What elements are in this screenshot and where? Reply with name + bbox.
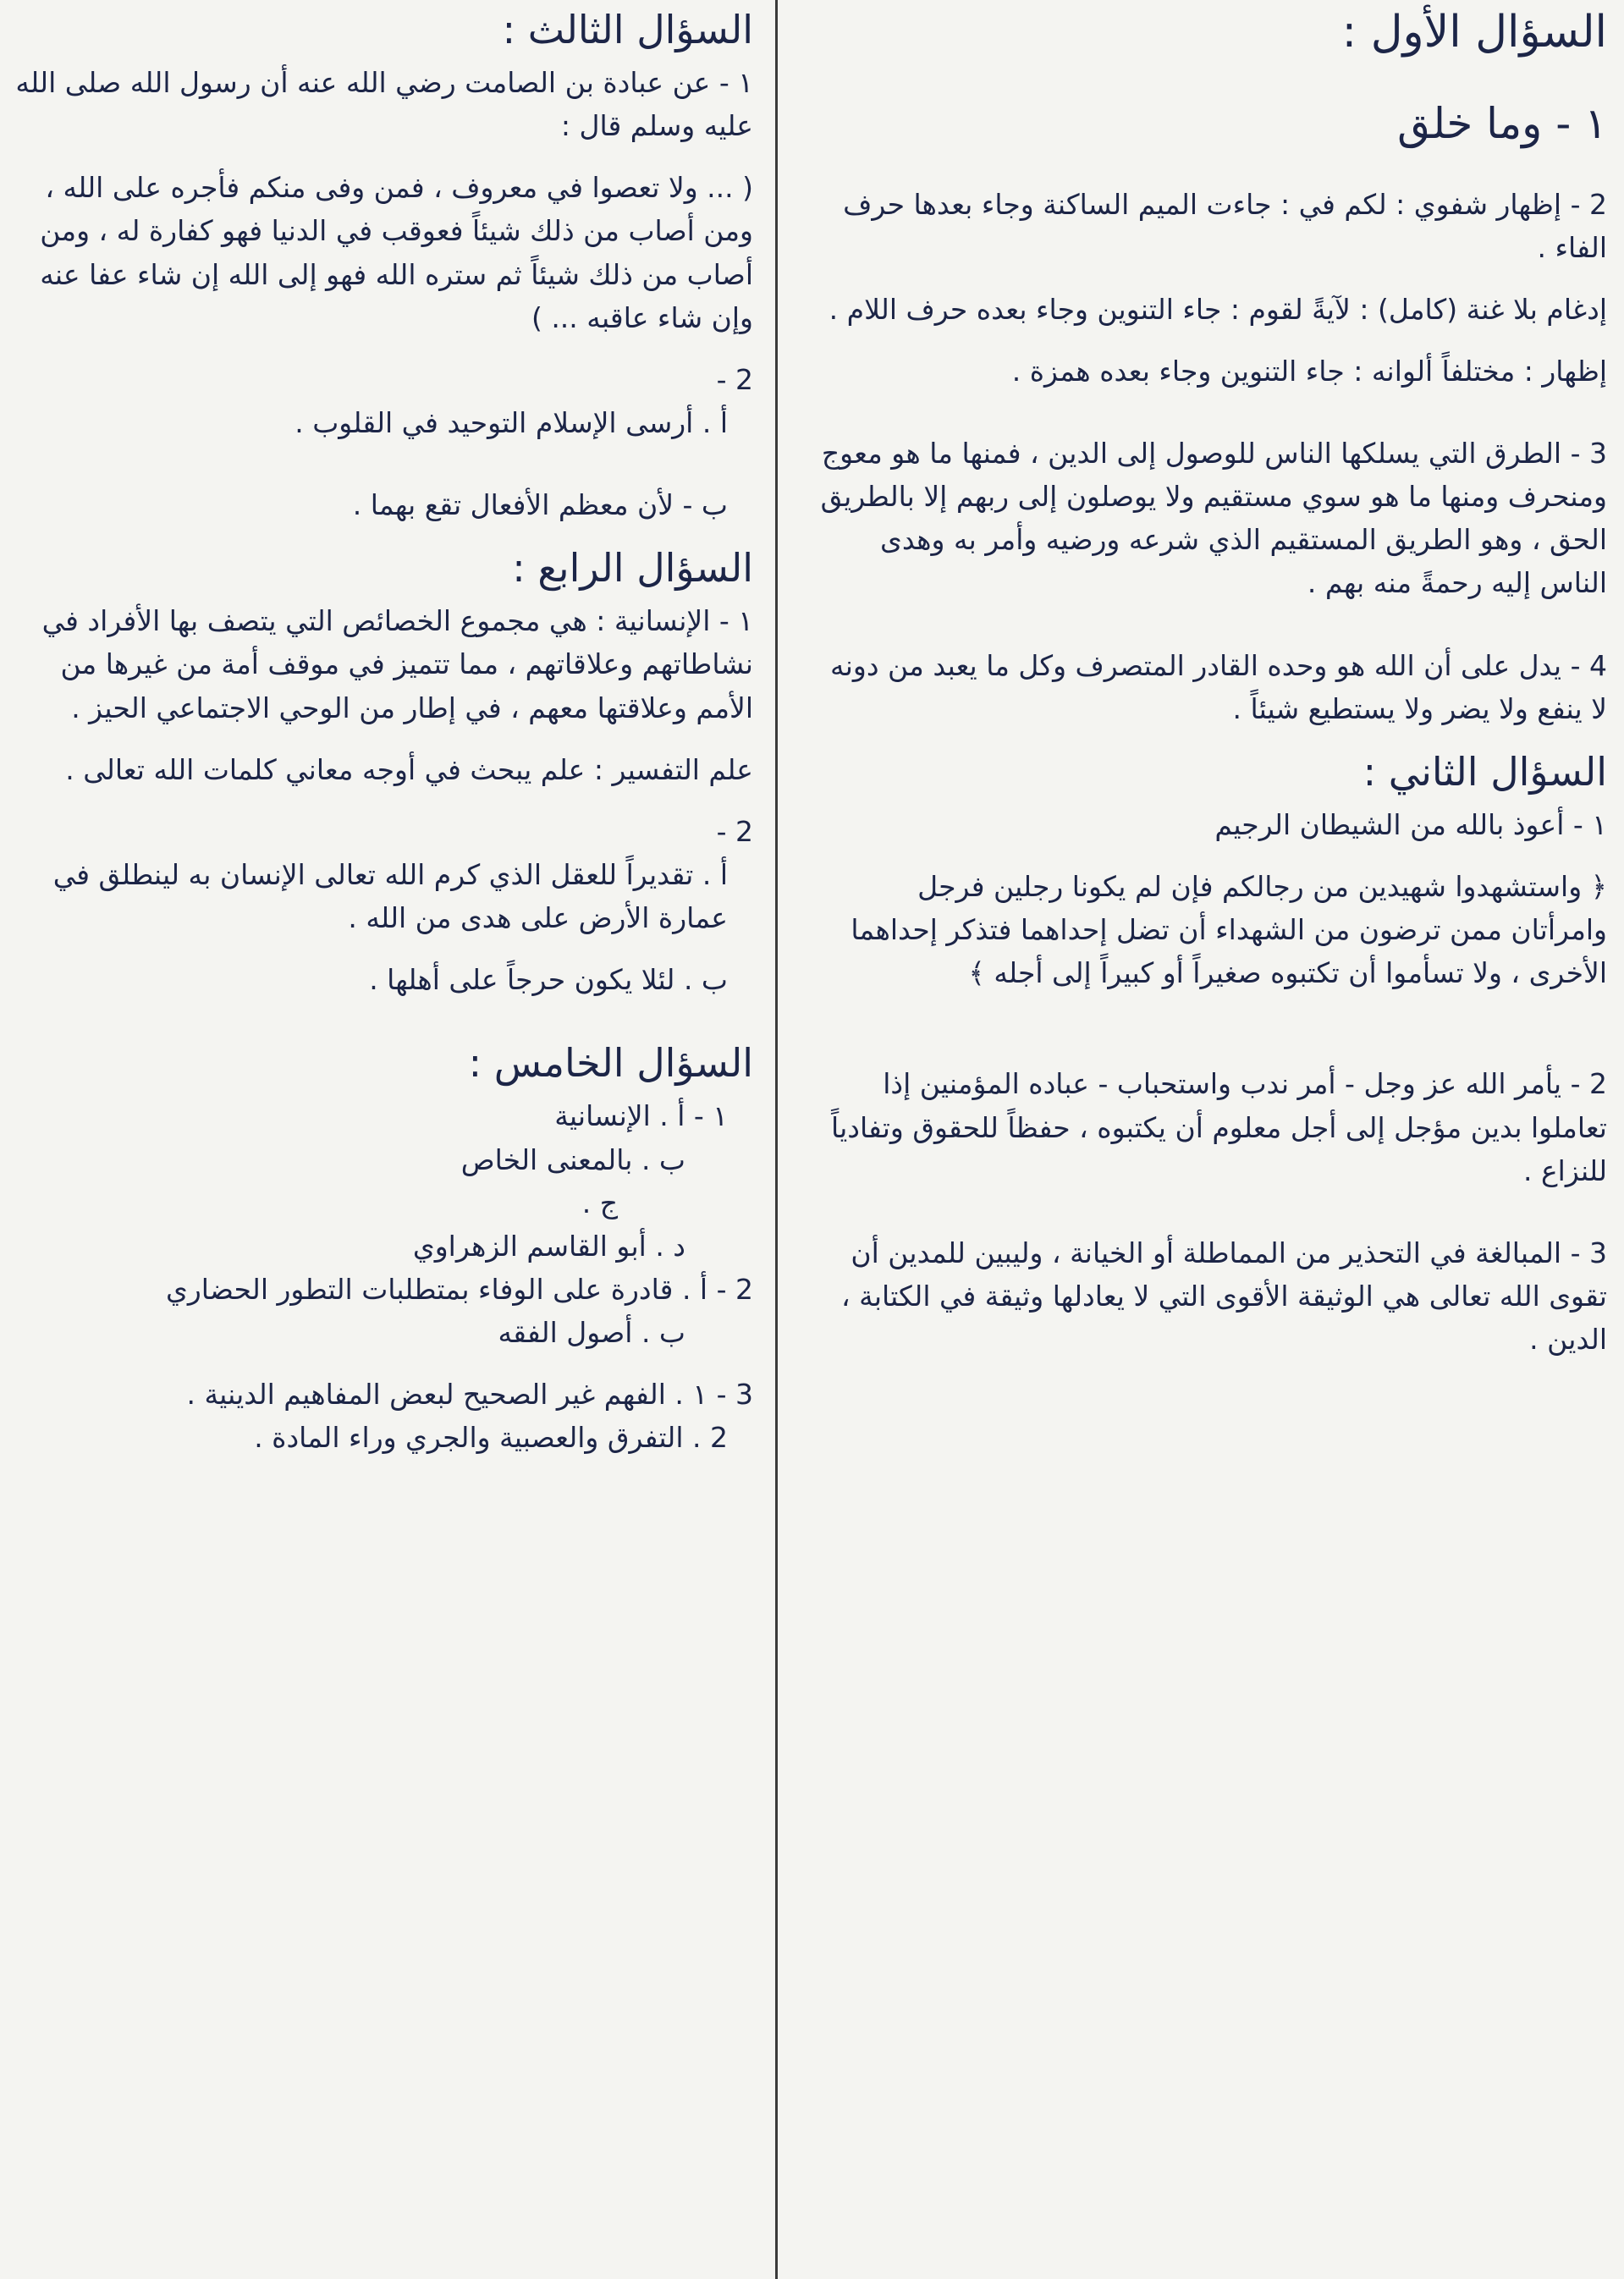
q1-answer-2c: إظهار : مختلفاً ألوانه : جاء التنوين وجاء بعده همزة . [1011, 354, 1607, 388]
q5-answer-2a: 2 - أ . قادرة على الوفاء بمتطلبات التطور الحضاري [166, 1272, 753, 1306]
q1-answer-2b: إدغام بلا غنة (كامل) : لآيةً لقوم : جاء التنوين وجاء بعده حرف اللام . [829, 292, 1607, 326]
q5-answer-1d: د . أبو القاسم الزهراوي [412, 1229, 685, 1263]
q3-answer-2a: أ . أرسى الإسلام التوحيد في القلوب . [295, 405, 728, 439]
column-divider [775, 0, 778, 2279]
q5-answer-1c: ج . [581, 1186, 618, 1219]
q4-answer-2b: ب . لئلا يكون حرجاً على أهلها . [369, 963, 728, 997]
q4-answer-1a: ١ - الإنسانية : هي مجموع الخصائص التي يتصف بها الأفراد في نشاطاتهم وعلاقاتهم ، مما تتميز في موقف أمة من غيرها من الأمم وعلاقتها معهم ، في إطار من الوحي الاجتماعي الحيز . [41, 604, 753, 724]
q5-answer-3b: 2 . التفرق والعصبية والجري وراء المادة . [254, 1421, 728, 1455]
q3-answer-2b: ب - لأن معظم الأفعال تقع بهما . [352, 488, 728, 522]
question-5-title: السؤال الخامس : [468, 1040, 753, 1087]
q5-answer-1b: ب . بالمعنى الخاص [460, 1142, 685, 1176]
q5-answer-3a: 3 - ١ . الفهم غير الصحيح لبعض المفاهيم الدينية . [186, 1378, 753, 1412]
q4-answer-1b: علم التفسير : علم يبحث في أوجه معاني كلمات الله تعالى . [65, 752, 753, 786]
q1-answer-4: 4 - يدل على أن الله هو وحده القادر المتصرف وكل ما يعبد من دونه لا ينفع ولا يضر ولا يستطيع شيئاً . [830, 648, 1607, 725]
q2-answer-1a: ١ - أعوذ بالله من الشيطان الرجيم [1214, 807, 1607, 841]
q2-answer-3: 3 - المبالغة في التحذير من المماطلة أو الخيانة ، وليبين للمدين أن تقوى الله تعالى هي الوثيقة الأقوى التي لا يعادلها وثيقة في الكتابة ، الدين . [841, 1236, 1607, 1357]
q1-answer-3: 3 - الطرق التي يسلكها الناس للوصول إلى الدين ، فمنها ما هو معوج ومنحرف ومنها ما هو سوي مستقيم ولا يوصلون إلى ربهم إلا بالطريق الحق ، وهو الطريق المستقيم الذي شرعه ورضيه وأمر به وهدى الناس إليه رحمةً منه بهم . [820, 437, 1607, 600]
q3-answer-1b: ( ... ولا تعصوا في معروف ، فمن وفى منكم فأجره على الله ، ومن أصاب من ذلك شيئاً فعوقب في الدنيا فهو كفارة له ، ومن أصاب من ذلك شيئاً ثم ستره الله فهو إلى الله إن شاء عفا عنه وإن شاء عاقبه ... ) [40, 171, 753, 334]
q3-answer-1a: ١ - عن عبادة بن الصامت رضي الله عنه أن رسول الله صلى الله عليه وسلم قال : [15, 66, 753, 143]
q5-answer-2b: ب . أصول الفقه [498, 1316, 685, 1350]
question-3-title: السؤال الثالث : [502, 7, 753, 52]
q2-answer-1b: ﴿ واستشهدوا شهيدين من رجالكم فإن لم يكونا رجلين فرجل وامرأتان ممن ترضون من الشهداء أن تضل إحداهما فتذكر إحداهما الأخرى ، ولا تسأموا أن تكتبوه صغيراً أو كبيراً إلى أجله ﴾ [851, 870, 1607, 990]
question-1-title: السؤال الأول : [1341, 7, 1607, 58]
q1-answer-1: ١ - وما خلق [1397, 99, 1607, 148]
question-2-title: السؤال الثاني : [1363, 748, 1607, 795]
q5-answer-1a: ١ - أ . الإنسانية [554, 1099, 728, 1133]
q3-answer-2: 2 - [716, 362, 753, 396]
right-column [795, 0, 1624, 2279]
q4-answer-2: 2 - [716, 814, 753, 848]
question-4-title: السؤال الرابع : [512, 545, 753, 592]
q2-answer-2: 2 - يأمر الله عز وجل - أمر ندب واستحباب - عباده المؤمنين إذا تعاملوا بدين مؤجل إلى أجل معلوم أن يكتبوه ، حفظاً للحقوق وتفادياً للنزاع . [831, 1067, 1607, 1187]
q1-answer-2a: 2 - إظهار شفوي : لكم في : جاءت الميم الساكنة وجاء بعدها حرف الفاء . [843, 187, 1607, 264]
left-column [0, 0, 770, 2279]
q4-answer-2a: أ . تقديراً للعقل الذي كرم الله تعالى الإنسان به لينطلق في عمارة الأرض على هدى من الله . [52, 857, 728, 935]
